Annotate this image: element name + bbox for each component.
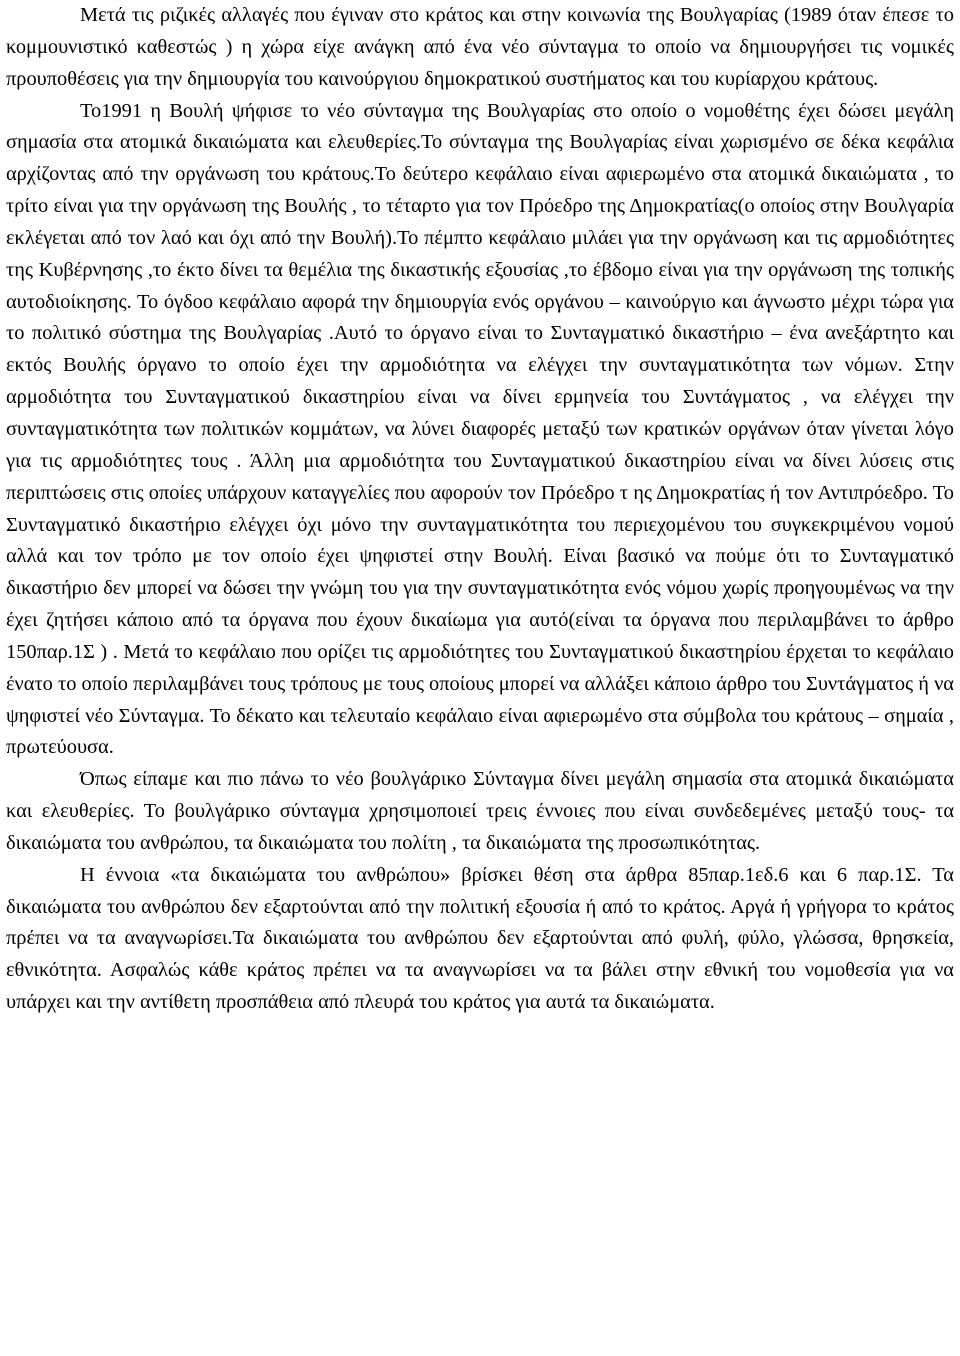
paragraph-1: Μετά τις ριζικές αλλαγές που έγιναν στο κράτος και στην κοινωνία της Βουλγαρίας (1989 όταν έπεσε το κομμουνιστικό καθεστώς ) η χώρα είχε ανάγκη από ένα νέο σύνταγμα το οποίο να δημιουργήσει τις νομικές προυποθέσεις για την δημιουργία του καινούργιου δημοκρατικού συστήματος και του κυρίαρχου κράτους.	[6, 4, 954, 90]
paragraph-4: Η έννοια «τα δικαιώματα του ανθρώπου» βρίσκει θέση στα άρθρα 85παρ.1εδ.6 και 6 παρ.1Σ. Τα δικαιώματα του ανθρώπου δεν εξαρτούνται από την πολιτική εξουσία ή από το κράτος. Αργά ή γρήγορα το κράτος πρέπει να τα αναγνωρίσει.Τα δικαιώματα του ανθρώπου δεν εξαρτούνται από φυλή, φύλο, γλώσσα, θρησκεία, εθνικότητα. Ασφαλώς κάθε κράτος πρέπει να τα αναγνωρίσει να τα βάλει στην εθνική του νομοθεσία για να υπάρχει και την αντίθετη προσπάθεια από πλευρά του κράτος για αυτά τα δικαιώματα.	[6, 863, 954, 1014]
paragraph-3: Όπως είπαμε και πιο πάνω το νέο βουλγάρικο Σύνταγμα δίνει μεγάλη σημασία στα ατομικά δικαιώματα και ελευθερίες. Το βουλγάρικο σύνταγμα χρησιμοποιεί τρεις έννοιες που είναι συνδεδεμένες μεταξύ τους- τα δικαιώματα του ανθρώπου, τα δικαιώματα του πολίτη , τα δικαιώματα της προσωπικότητας.	[6, 768, 954, 854]
paragraph-2: Το1991 η Βουλή ψήφισε το νέο σύνταγμα της Βουλγαρίας στο οποίο ο νομοθέτης έχει δώσει μεγάλη σημασία στα ατομικά δικαιώματα και ελευθερίες.Το σύνταγμα της Βουλγαρίας είναι χωρισμένο σε δέκα κεφάλια αρχίζοντας από την οργάνωση του κράτους.Το δεύτερο κεφάλαιο είναι αφιερωμένο στα ατομικά δικαιώματα , το τρίτο είναι για την οργάνωση της Βουλής , το τέταρτο για τον Πρόεδρο της Δημοκρατίας(ο οποίος στην Βουλγαρία εκλέγεται από τον λαό και όχι από την Βουλή).Το πέμπτο κεφάλαιο μιλάει για την οργάνωση και τις αρμοδιότητες της Κυβέρνησης ,το έκτο δίνει τα θεμέλια της δικαστικής εξουσίας ,το έβδομο είναι για την οργάνωση της τοπικής αυτοδιοίκησης. Το όγδοο κεφάλαιο αφορά την δημιουργία ενός οργάνου – καινούργιο και άγνωστο μέχρι τώρα για το πολιτικό σύστημα της Βουλγαρίας .Αυτό το όργανο είναι το Συνταγματικό δικαστήριο – ένα ανεξάρτητο και εκτός Βουλής όργανο το οποίο έχει την αρμοδιότητα να ελέγχει την συνταγματικότητα των νόμων. Στην αρμοδιότητα του Συνταγματικού δικαστηρίου είναι να δίνει ερμηνεία του Συντάγματος , να ελέγχει την συνταγματικότητα των πολιτικών κομμάτων, να λύνει διαφορές μεταξύ των κρατικών οργάνων όταν γίνεται λόγο για τις αρμοδιότητες τους . Άλλη μια αρμοδιότητα του Συνταγματικού δικαστηρίου είναι να δίνει λύσεις στις περιπτώσεις στις οποίες υπάρχουν καταγγελίες που αφορούν τον Πρόεδρο τ ης Δημοκρατίας ή τον Αντιπρόεδρο. Το Συνταγματικό δικαστήριο ελέγχει όχι μόνο την συνταγματικότητα του περιεχομένου του συγκεκριμένου νομού αλλά και τον τρόπο με τον οποίο έχει ψηφιστεί στην Βουλή. Είναι βασικό να πούμε ότι το Συνταγματικό δικαστήριο δεν μπορεί να δώσει την γνώμη του για την συνταγματικότητα ενός νόμου χωρίς προηγουμένως να την έχει ζητήσει κάποιο από τα όργανα που έχουν δικαίωμα για αυτό(είναι τα όργανα που περιλαμβάνει το άρθρο 150παρ.1Σ ) . Μετά το κεφάλαιο που ορίζει τις αρμοδιότητες του Συνταγματικού δικαστηρίου έρχεται το κεφάλαιο ένατο το οποίο περιλαμβάνει τους τρόπους με τους οποίους μπορεί να αλλάξει κάποιο άρθρο του Συντάγματος ή να ψηφιστεί νέο Σύνταγμα. Το δέκατο και τελευταίο κεφάλαιο είναι αφιερωμένο στα σύμβολα του κράτους – σημαία , πρωτεύουσα.	[6, 99, 954, 759]
document-body	[6, 0, 954, 1019]
